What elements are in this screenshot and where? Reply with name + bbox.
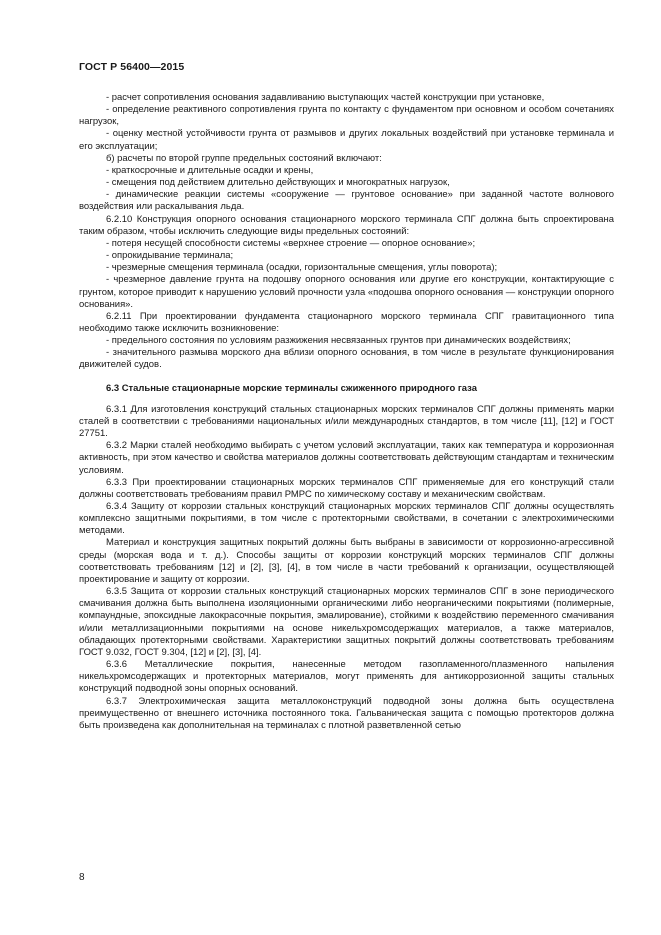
body-paragraph: Материал и конструкция защитных покрытий должны быть выбраны в зависимости от коррозионно-агрессивной среды (морская вода и т. д.). Способы защиты от коррозии конструкций морских терминалов СПГ должны соответствовать требованиям [12] и [2], [3], [4], в том числе в части требований к организации, осуществляющей проектирование и защиту от коррозии. [79,537,614,585]
document-body [79,92,614,732]
body-paragraph: - краткосрочные и длительные осадки и крены, [106,164,314,176]
body-paragraph: 6.2.10 Конструкция опорного основания стационарного морского терминала СПГ должна быть спроектирована таким образом, чтобы исключить следующие виды предельных состояний: [79,213,614,237]
page-number: 8 [79,872,85,883]
body-paragraph: - динамические реакции системы «сооружение — грунтовое основание» при заданной частоте волнового воздействия или раскалывания льда. [79,189,614,213]
body-paragraph: - опрокидывание терминала; [106,250,234,262]
body-paragraph: - значительного размыва морского дна вблизи опорного основания, в том числе в результате функционирования движителей судов. [79,347,614,371]
body-paragraph: - смещения под действием длительно действующих и многократных нагрузок, [106,177,450,189]
body-paragraph: 6.3.1 Для изготовления конструкций стальных стационарных морских терминалов СПГ должны применять марки сталей в соответствии с требованиями национальных и/или международных стандартов, в том числе [11], [12] и ГОСТ 27751. [79,403,614,440]
body-paragraph: 6.2.11 При проектировании фундамента стационарного морского терминала СПГ гравитационного типа необходимо также исключить возникновение: [79,310,614,334]
body-paragraph: 6.3.6 Металлические покрытия, нанесенные методом газопламенного/плазменного напыления никельхромсодержащих и протекторных материалов, могут применять для антикоррозионной защиты стальных конструкций подводной зоны опорных оснований. [79,659,614,695]
body-paragraph: - предельного состояния по условиям разжижения несвязанных грунтов при динамических воздействиях; [106,335,571,347]
body-paragraph: 6.3.4 Защиту от коррозии стальных конструкций стационарных морских терминалов СПГ должны осуществлять комплексно защитными покрытиями, в том числе с протекторными свойствами, в сочетании с электрохимическими методами. [79,501,614,537]
body-paragraph: - чрезмерные смещения терминала (осадки, горизонтальные смещения, углы поворота); [106,262,498,274]
body-paragraph: б) расчеты по второй группе предельных состояний включают: [106,152,382,164]
document-header: ГОСТ Р 56400—2015 [79,61,185,73]
body-paragraph: 6.3.2 Марки сталей необходимо выбирать с учетом условий эксплуатации, таких как температура и коррозионная активность, при этом качество и свойства материалов должны соответствовать действующим стандартам и техническим условиям. [79,440,614,476]
section-heading: 6.3 Стальные стационарные морские терминалы сжиженного природного газа [106,382,477,394]
body-paragraph: 6.3.5 Защита от коррозии стальных конструкций стационарных морских терминалов СПГ в зоне периодического смачивания должна быть выполнена изоляционными органическими либо неорганическими покрытиями (полимерные, компаундные, эпоксидные лакокрасочные покрытия, эмалирование), стойкими к воздействию переменного смачивания и/или металлизационными покрытиями на основе никельхромсодержащих материалов, а также материалов, обладающих протекторными свойствами. Характеристики защитных покрытий должны соответствовать требованиям ГОСТ 9.032, ГОСТ 9.304, [12] и [2], [3], [4]. [79,586,614,658]
body-paragraph: - оценку местной устойчивости грунта от размывов и других локальных воздействий при установке терминала и его эксплуатации; [79,128,614,152]
body-paragraph: 6.3.3 При проектировании стационарных морских терминалов СПГ применяемые для его конструкций стали должны соответствовать требованиям правил РМРС по химическому составу и механическим свойствам. [79,476,614,500]
body-paragraph: - расчет сопротивления основания задавливанию выступающих частей конструкции при установке, [106,92,545,103]
body-paragraph: - потеря несущей способности системы «верхнее строение — опорное основание»; [106,237,476,249]
body-paragraph: - чрезмерное давление грунта на подошву опорного основания или другие его конструкции, контактирующие с грунтом, которое приводит к нарушению условий прочности узла «подошва опорного основания — конструкции опорного основания». [79,274,614,310]
body-paragraph: 6.3.7 Электрохимическая защита металлоконструкций подводной зоны должна быть осуществлена преимущественно от внешнего источника постоянного тока. Гальваническая защита с помощью протекторов должна быть произведена как дополнительная на терминалах с плотной разветвленной сетью [79,695,614,731]
body-paragraph: - определение реактивного сопротивления грунта по контакту с фундаментом при основном и особом сочетаниях нагрузок, [79,104,614,128]
